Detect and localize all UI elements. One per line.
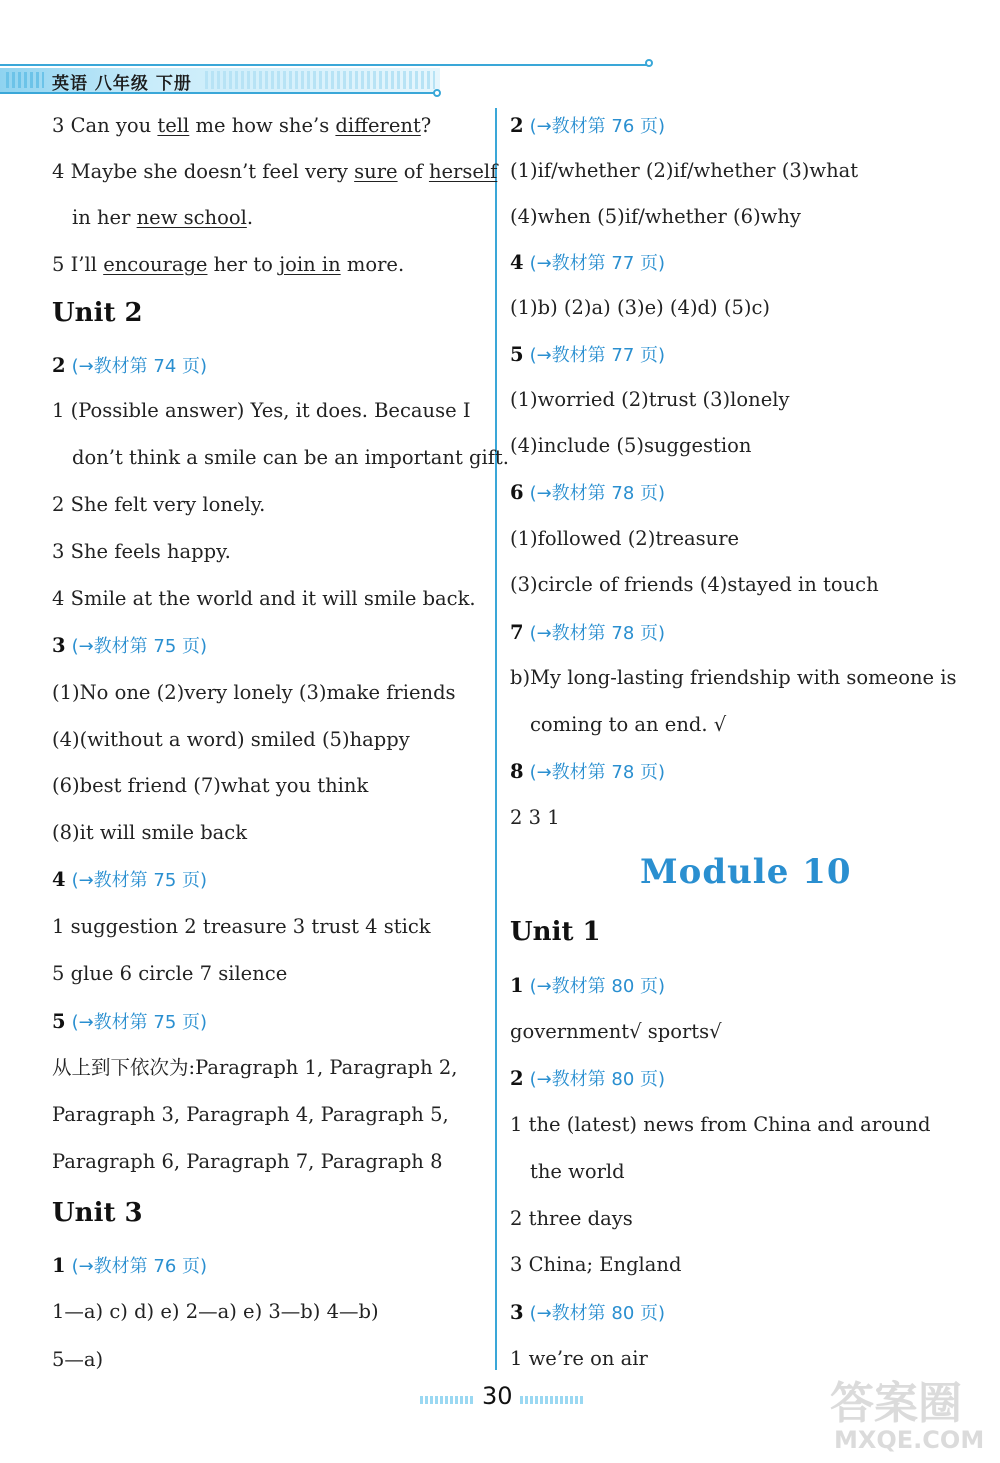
answer-line: (6)best friend (7)what you think (52, 774, 369, 797)
header-left-decoration (6, 72, 44, 88)
exercise-ref: 6 (→教材第 78 页) (510, 481, 666, 504)
answer-line: 1 (Possible answer) Yes, it does. Because I (52, 399, 471, 422)
textbook-page-link[interactable]: (→教材第 80 页) (529, 1303, 666, 1324)
unit-heading: Unit 3 (52, 1198, 143, 1228)
exercise-ref: 4 (→教材第 77 页) (510, 251, 666, 274)
header-right-decoration (205, 71, 435, 89)
module-heading: Module 10 (640, 852, 852, 892)
footer-decoration-left (420, 1396, 475, 1404)
unit-heading: Unit 1 (510, 917, 601, 947)
answer-line: (1)worried (2)trust (3)lonely (510, 388, 790, 411)
underlined-answer: tell (157, 114, 190, 137)
sentence-text: her to (207, 253, 280, 276)
answer-line: 3 She feels happy. (52, 540, 231, 563)
watermark-logo (820, 1370, 995, 1455)
textbook-page-link[interactable]: (→教材第 80 页) (529, 1069, 666, 1090)
answer-line: (3)circle of friends (4)stayed in touch (510, 573, 879, 596)
answer-line: 2 three days (510, 1207, 633, 1230)
sentence-text: more. (340, 253, 405, 276)
answer-line: (4)(without a word) smiled (5)happy (52, 728, 410, 751)
exercise-ref: 3 (→教材第 80 页) (510, 1301, 666, 1324)
unit-heading: Unit 2 (52, 298, 143, 328)
answer-line: (4)include (5)suggestion (510, 434, 752, 457)
sentence-text: 3 Can you (52, 114, 158, 137)
answer-line: 2 3 1 (510, 806, 560, 829)
answer-line: 1 suggestion 2 treasure 3 trust 4 stick (52, 915, 431, 938)
textbook-page-link[interactable]: (→教材第 76 页) (71, 1256, 208, 1277)
page-number: 30 (482, 1382, 513, 1410)
answer-line: Paragraph 6, Paragraph 7, Paragraph 8 (52, 1150, 443, 1173)
textbook-page-link[interactable]: (→教材第 76 页) (529, 116, 666, 137)
textbook-page-link[interactable]: (→教材第 75 页) (71, 636, 208, 657)
watermark-subtext: MXQE.COM (834, 1426, 985, 1454)
textbook-page-link[interactable]: (→教材第 77 页) (529, 253, 666, 274)
footer-decoration-right (520, 1396, 585, 1404)
exercise-ref: 5 (→教材第 75 页) (52, 1010, 208, 1033)
answer-line: coming to an end. √ (530, 713, 727, 736)
answer-line: 2 She felt very lonely. (52, 493, 266, 516)
answer-line: (4)when (5)if/whether (6)why (510, 205, 801, 228)
exercise-ref: 8 (→教材第 78 页) (510, 760, 666, 783)
answer-line: government√ sports√ (510, 1020, 722, 1043)
textbook-page-link[interactable]: (→教材第 75 页) (71, 1012, 208, 1033)
exercise-ref: 4 (→教材第 75 页) (52, 868, 208, 891)
textbook-page-link[interactable]: (→教材第 80 页) (529, 976, 666, 997)
answer-line: 5—a) (52, 1348, 104, 1371)
answer-line: don’t think a smile can be an important gift. (72, 446, 509, 469)
underlined-answer: join in (279, 253, 341, 276)
textbook-page-link[interactable]: (→教材第 74 页) (71, 356, 208, 377)
header-top-rule (0, 64, 648, 66)
textbook-page-link[interactable]: (→教材第 75 页) (71, 870, 208, 891)
answer-line: (1)followed (2)treasure (510, 527, 740, 550)
answer-line: b)My long-lasting friendship with someone is (510, 666, 957, 689)
answer-line: 从上到下依次为:Paragraph 1, Paragraph 2, (52, 1056, 458, 1079)
answer-line: 1—a) c) d) e) 2—a) e) 3—b) 4—b) (52, 1300, 379, 1323)
exercise-ref: 3 (→教材第 75 页) (52, 634, 208, 657)
underlined-answer: herself (428, 160, 498, 183)
answer-line: (1)b) (2)a) (3)e) (4)d) (5)c) (510, 296, 770, 319)
answer-line: 1 the (latest) news from China and around (510, 1113, 931, 1136)
answer-line: (1)No one (2)very lonely (3)make friends (52, 681, 456, 704)
sentence-text: in her (72, 206, 137, 229)
answer-line (52, 113, 431, 139)
answer-line (52, 252, 404, 278)
exercise-ref: 5 (→教材第 77 页) (510, 343, 666, 366)
exercise-ref: 7 (→教材第 78 页) (510, 621, 666, 644)
exercise-ref: 2 (→教材第 74 页) (52, 354, 208, 377)
header-bottom-dot (433, 89, 441, 97)
column-divider (495, 108, 497, 1370)
sentence-text: ? (420, 114, 432, 137)
textbook-page-link[interactable]: (→教材第 78 页) (529, 762, 666, 783)
answer-line: 1 we’re on air (510, 1347, 648, 1370)
answer-line: 3 China; England (510, 1253, 682, 1276)
underlined-answer: encourage (103, 253, 208, 276)
sentence-text: . (246, 206, 254, 229)
answer-line: 4 Smile at the world and it will smile back. (52, 587, 476, 610)
textbook-page-link[interactable]: (→教材第 78 页) (529, 483, 666, 504)
sentence-text: of (397, 160, 429, 183)
answer-line (52, 159, 497, 185)
answer-line (72, 205, 253, 231)
answer-line: Paragraph 3, Paragraph 4, Paragraph 5, (52, 1103, 449, 1126)
answer-line: the world (530, 1160, 625, 1183)
page-footer (420, 1382, 600, 1412)
sentence-text: 4 Maybe she doesn’t feel very (52, 160, 355, 183)
exercise-ref: 1 (→教材第 80 页) (510, 974, 666, 997)
underlined-answer: different (335, 114, 421, 137)
sentence-text: 5 I’ll (52, 253, 104, 276)
exercise-ref: 2 (→教材第 76 页) (510, 114, 666, 137)
watermark-text: 答案圈 (830, 1378, 962, 1429)
textbook-page-link[interactable]: (→教材第 77 页) (529, 345, 666, 366)
answer-line: (1)if/whether (2)if/whether (3)what (510, 159, 859, 182)
underlined-answer: new school (136, 206, 247, 229)
underlined-answer: sure (354, 160, 398, 183)
sentence-text: me how she’s (189, 114, 336, 137)
textbook-page-link[interactable]: (→教材第 78 页) (529, 623, 666, 644)
header-top-dot (645, 59, 653, 67)
answer-line: 5 glue 6 circle 7 silence (52, 962, 288, 985)
book-title: 英语 八年级 下册 (52, 74, 192, 94)
exercise-ref: 2 (→教材第 80 页) (510, 1067, 666, 1090)
answer-line: (8)it will smile back (52, 821, 248, 844)
exercise-ref: 1 (→教材第 76 页) (52, 1254, 208, 1277)
